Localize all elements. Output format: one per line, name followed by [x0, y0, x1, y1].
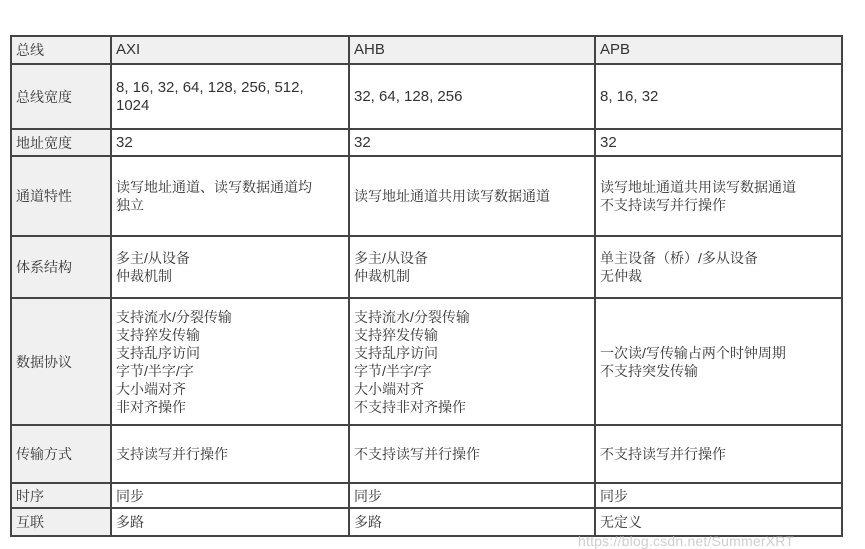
- header-cell: AXI: [111, 36, 349, 64]
- table-row: [11, 298, 842, 425]
- header-cell: 总线: [11, 36, 111, 64]
- table-row: [11, 129, 842, 156]
- row-label: 时序: [11, 483, 111, 508]
- table-cell: 读写地址通道、读写数据通道均 独立: [111, 156, 349, 236]
- row-label: 传输方式: [11, 425, 111, 483]
- table-cell: 多主/从设备 仲裁机制: [349, 236, 595, 298]
- row-label: 通道特性: [11, 156, 111, 236]
- table-row: [11, 64, 842, 129]
- table-cell: 无定义: [595, 508, 842, 536]
- table-cell: 32: [595, 129, 842, 156]
- table-cell: 多主/从设备 仲裁机制: [111, 236, 349, 298]
- table-cell: 同步: [595, 483, 842, 508]
- row-label: 地址宽度: [11, 129, 111, 156]
- table-cell: 多路: [349, 508, 595, 536]
- header-cell: APB: [595, 36, 842, 64]
- table-cell: 不支持读写并行操作: [595, 425, 842, 483]
- table-cell: 同步: [111, 483, 349, 508]
- table-cell: 32, 64, 128, 256: [349, 64, 595, 129]
- table-cell: 支持流水/分裂传输 支持猝发传输 支持乱序访问 字节/半字/字 大小端对齐 不支持非对齐操作: [349, 298, 595, 425]
- table-cell: 多路: [111, 508, 349, 536]
- bus-comparison-table: [10, 35, 843, 537]
- header-row: [11, 36, 842, 64]
- table-cell: 同步: [349, 483, 595, 508]
- row-label: 互联: [11, 508, 111, 536]
- table-row: [11, 236, 842, 298]
- table-cell: 一次读/写传输占两个时钟周期 不支持突发传输: [595, 298, 842, 425]
- table-row: [11, 508, 842, 536]
- table-cell: 32: [111, 129, 349, 156]
- watermark: https://blog.csdn.net/SummerXRT: [578, 533, 795, 549]
- table-row: [11, 483, 842, 508]
- table-cell: 读写地址通道共用读写数据通道 不支持读写并行操作: [595, 156, 842, 236]
- row-label: 体系结构: [11, 236, 111, 298]
- row-label: 总线宽度: [11, 64, 111, 129]
- row-label: 数据协议: [11, 298, 111, 425]
- table-cell: 读写地址通道共用读写数据通道: [349, 156, 595, 236]
- table-cell: 8, 16, 32, 64, 128, 256, 512, 1024: [111, 64, 349, 129]
- table-cell: 不支持读写并行操作: [349, 425, 595, 483]
- table-cell: 单主设备（桥）/多从设备 无仲裁: [595, 236, 842, 298]
- table-cell: 支持读写并行操作: [111, 425, 349, 483]
- table-cell: 32: [349, 129, 595, 156]
- table-row: [11, 425, 842, 483]
- table-cell: 8, 16, 32: [595, 64, 842, 129]
- table-cell: 支持流水/分裂传输 支持猝发传输 支持乱序访问 字节/半字/字 大小端对齐 非对齐操作: [111, 298, 349, 425]
- table-row: [11, 156, 842, 236]
- header-cell: AHB: [349, 36, 595, 64]
